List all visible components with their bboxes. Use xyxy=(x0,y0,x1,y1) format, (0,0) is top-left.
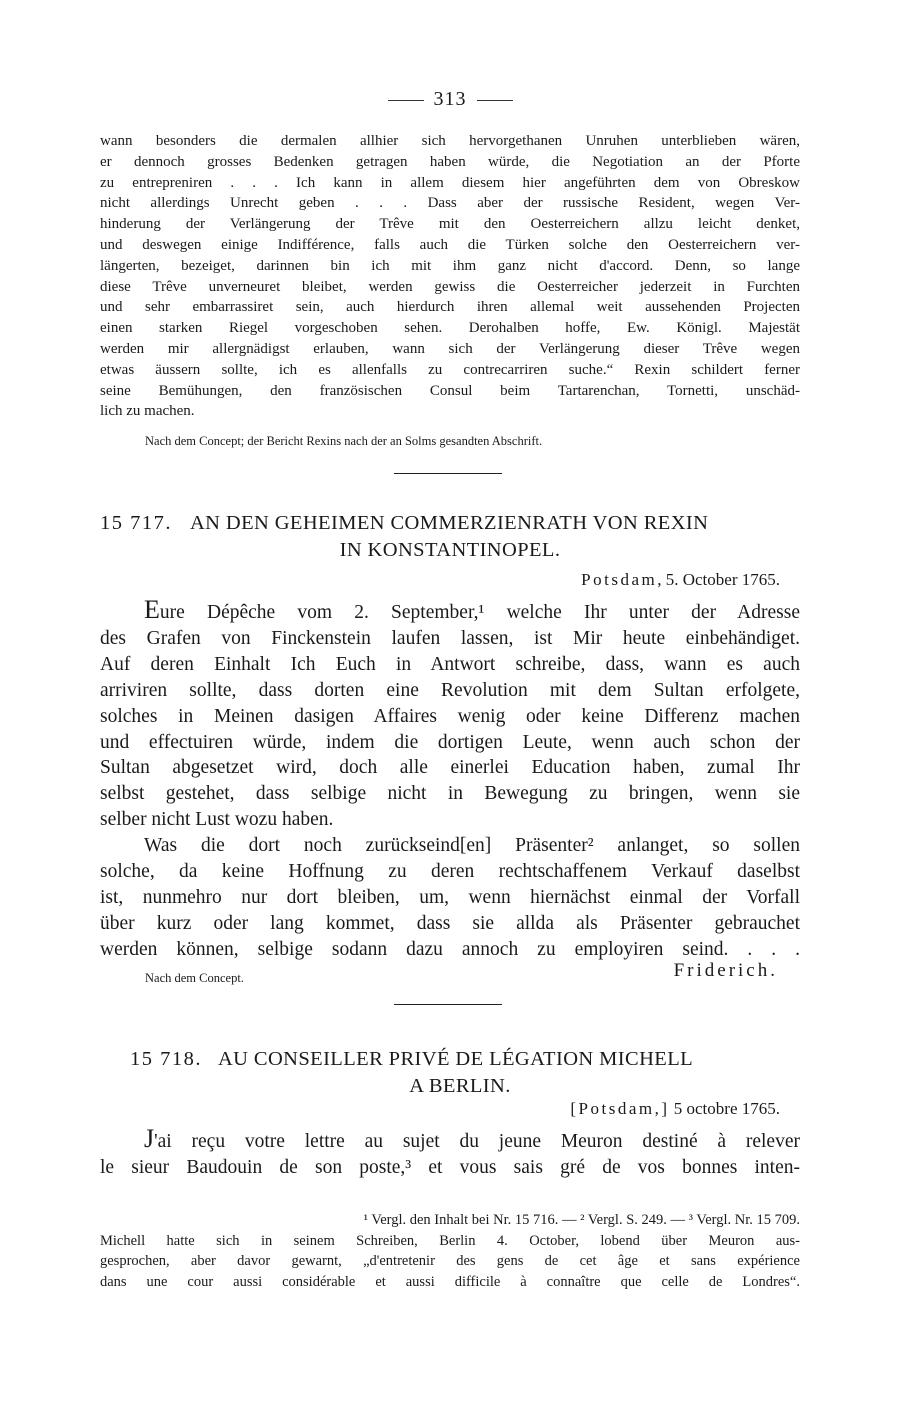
dateline xyxy=(581,570,780,590)
text-line: Sultan abgesetzet wird, doch alle einerlei Education haben, zumal Ihr xyxy=(100,757,800,779)
section-divider xyxy=(394,473,502,474)
letter-number: 15 718. xyxy=(130,1048,202,1070)
initial-letter: J xyxy=(144,1124,155,1153)
section-divider xyxy=(394,1004,502,1005)
text-line: seine Bemühungen, den französischen Consul beim Tartarenchan, Tornetti, unschäd- xyxy=(100,382,800,399)
text-line: und deswegen einige Indifférence, falls auch die Türken solche den Oesterreichern ver- xyxy=(100,236,800,253)
text-line: le sieur Baudouin de son poste,³ et vous sais gré de vos bonnes inten- xyxy=(100,1156,800,1178)
footnote-line: ¹ Vergl. den Inhalt bei Nr. 15 716. — ² Vergl. S. 249. — ³ Vergl. Nr. 15 709. xyxy=(363,1212,800,1228)
source-note: Nach dem Concept. xyxy=(145,971,244,985)
text-line: zu entrepreniren . . . Ich kann in allem diesem hier angeführten dem von Obreskow xyxy=(100,174,800,191)
text-line-content: ure Dépêche vom 2. September,¹ welche Ihr unter der Adresse xyxy=(159,602,800,623)
text-line xyxy=(100,1126,800,1155)
page-header xyxy=(0,88,900,111)
dateline xyxy=(570,1099,780,1119)
text-line: einen starken Riegel vorgeschoben sehen. Derohalben hoffe, Ew. Königl. Majestät xyxy=(100,320,800,337)
text-line: solche, da keine Hoffnung zu deren rechtschaffenem Verkauf daselbst xyxy=(100,861,800,883)
text-line: ist, nunmehro nur dort bleiben, um, wenn hiernächst einmal der Vorfall xyxy=(100,886,800,908)
place: Potsdam xyxy=(581,570,658,589)
source-note: Nach dem Concept; der Bericht Rexins nach der an Solms gesandten Abschrift. xyxy=(145,434,543,448)
header-dash-right xyxy=(477,100,513,101)
text-line: des Grafen von Finckenstein laufen lassen, ist Mir heute einbehändiget. xyxy=(100,627,800,649)
place: [Potsdam,] xyxy=(570,1099,670,1118)
text-line: etwas äussern sollte, ich es allenfalls zu contrecarriren suche.“ Rexin schildert ferner xyxy=(100,361,800,378)
letter-body xyxy=(100,1126,800,1181)
text-line: Auf deren Einhalt Ich Euch in Antwort schreibe, dass, wann es auch xyxy=(100,653,800,675)
addressee: AU CONSEILLER PRIVÉ DE LÉGATION MICHELL xyxy=(217,1048,694,1070)
text-line: selber nicht Lust wozu haben. xyxy=(100,809,334,831)
previous-letter-text xyxy=(100,131,800,422)
text-line: diese Trêve unverneuret bleibet, werden gewiss die Oesterreicher jederzeit in Furchten xyxy=(100,278,800,295)
text-line: über kurz oder lang kommet, dass sie allda als Präsenter gebrauchet xyxy=(100,912,800,934)
text-line: Was die dort noch zurückseind[en] Präsenter² anlanget, so sollen xyxy=(144,835,800,857)
footnote-line: dans une cour aussi considérable et aussi difficile à connaître que celle de Londres“. xyxy=(100,1273,800,1290)
text-line: hinderung der Verlängerung der Trêve mit den Oesterreichern allzu leicht denket, xyxy=(100,216,800,233)
header-dash-left xyxy=(388,100,424,101)
text-line: nicht allerdings Unrecht geben . . . Dass aber der russische Resident, wegen Ver- xyxy=(100,195,800,212)
text-line: werden mir allergnädigst erlauben, wann sich der Verlängerung dieser Trêve wegen xyxy=(100,340,800,357)
text-line-content: 'ai reçu votre lettre au sujet du jeune Meuron destiné à relever xyxy=(154,1131,800,1152)
letter-heading xyxy=(100,512,800,535)
text-line: selbst gestehet, dass selbige nicht in Bewegung zu bringen, wenn sie xyxy=(100,783,800,805)
letter-number: 15 717. xyxy=(100,512,172,534)
initial-letter: E xyxy=(144,595,160,624)
signature: Friderich. xyxy=(673,960,778,981)
letter-body xyxy=(100,597,800,963)
text-line: werden können, selbige sodann dazu annoch zu employiren seind. . . . xyxy=(100,938,800,960)
text-line: solches in Meinen dasigen Affaires wenig oder keine Differenz machen xyxy=(100,705,800,727)
footnote-line: Michell hatte sich in seinem Schreiben, Berlin 4. October, lobend über Meuron aus- xyxy=(100,1232,800,1249)
addressee-location: A BERLIN. xyxy=(409,1075,511,1097)
footnote-line: gesprochen, aber davor gewarnt, „d'entretenir des gens de cet âge et sans expérience xyxy=(100,1253,800,1269)
text-line: er dennoch grosses Bedenken getragen haben würde, die Negotiation an der Pforte xyxy=(100,153,800,170)
text-line: und effectuiren würde, indem die dortigen Leute, wenn auch schon der xyxy=(100,731,800,753)
text-line: wann besonders die dermalen allhier sich hervorgethanen Unruhen unterblieben wären, xyxy=(100,133,800,149)
text-line: und sehr embarrassiret sein, auch hierdurch ihren allemal weit aussehenden Projecten xyxy=(100,299,800,316)
date: , 5. October 1765. xyxy=(657,570,780,589)
text-line: arriviren sollte, dass dorten eine Revolution mit dem Sultan erfolgete, xyxy=(100,679,800,701)
text-line xyxy=(100,597,800,626)
footnotes xyxy=(100,1210,800,1292)
date: 5 octobre 1765. xyxy=(669,1099,780,1118)
addressee-location: IN KONSTANTINOPEL. xyxy=(339,539,561,561)
text-line: längerten, bezeiget, darinnen bin ich mit ihm ganz nicht d'accord. Denn, so lange xyxy=(100,257,800,274)
text-line: lich zu machen. xyxy=(100,403,195,420)
addressee: AN DEN GEHEIMEN COMMERZIENRATH VON REXIN xyxy=(189,512,709,534)
letter-heading xyxy=(130,1048,790,1071)
page-number: 313 xyxy=(433,88,467,110)
